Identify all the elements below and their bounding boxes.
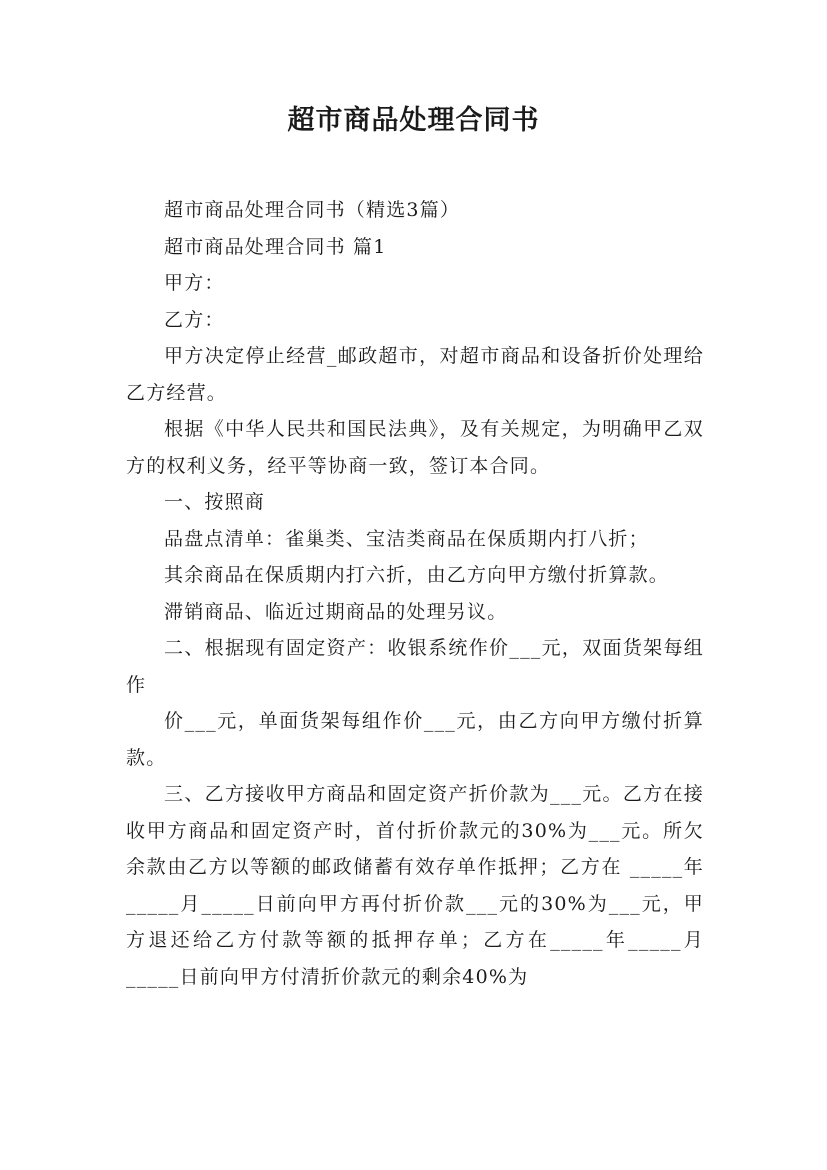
- paragraph-clause-1-unsold: 滞销商品、临近过期商品的处理另议。: [164, 600, 508, 623]
- paragraph-clause-2-cont: 价___元，单面货架每组作价___元，由乙方向甲方缴付折算款。: [126, 710, 704, 769]
- paragraph-clause-3: 三、乙方接收甲方商品和固定资产折价款为___元。乙方在接收甲方商品和固定资产时，首付折价款元的30%为___元。所欠余款由乙方以等额的邮政储蓄有效存单作抵押；乙方在 _____年_____月_____日前向甲方再付折价款___元的30%为___元，甲方退还给乙方付款等额的抵押存单；乙方在_____年_____月_____日前向甲方付清折价款元的剩余40%为: [126, 783, 704, 988]
- paragraph-subtitle: 超市商品处理合同书（精选3篇）: [164, 199, 461, 221]
- paragraph-section-heading: 超市商品处理合同书 篇1: [164, 235, 387, 258]
- paragraph-party-b: 乙方：: [164, 308, 225, 331]
- paragraph-party-a: 甲方：: [164, 272, 225, 294]
- document-title: 超市商品处理合同书: [287, 105, 540, 136]
- document-body: [126, 192, 704, 995]
- paragraph-clause-2: 二、根据现有固定资产：收银系统作价___元，双面货架每组作: [126, 637, 704, 696]
- paragraph-intro: 甲方决定停止经营_邮政超市，对超市商品和设备折价处理给乙方经营。: [126, 345, 704, 404]
- paragraph-clause-1-list: 品盘点清单：雀巢类、宝洁类商品在保质期内打八折；: [164, 527, 649, 550]
- paragraph-clause-1-rest: 其余商品在保质期内打六折，由乙方向甲方缴付折算款。: [164, 564, 670, 586]
- paragraph-clause-1-start: 一、按照商: [164, 491, 266, 513]
- paragraph-basis: 根据《中华人民共和国民法典》，及有关规定，为明确甲乙双方的权利义务，经平等协商一致，签订本合同。: [126, 418, 704, 477]
